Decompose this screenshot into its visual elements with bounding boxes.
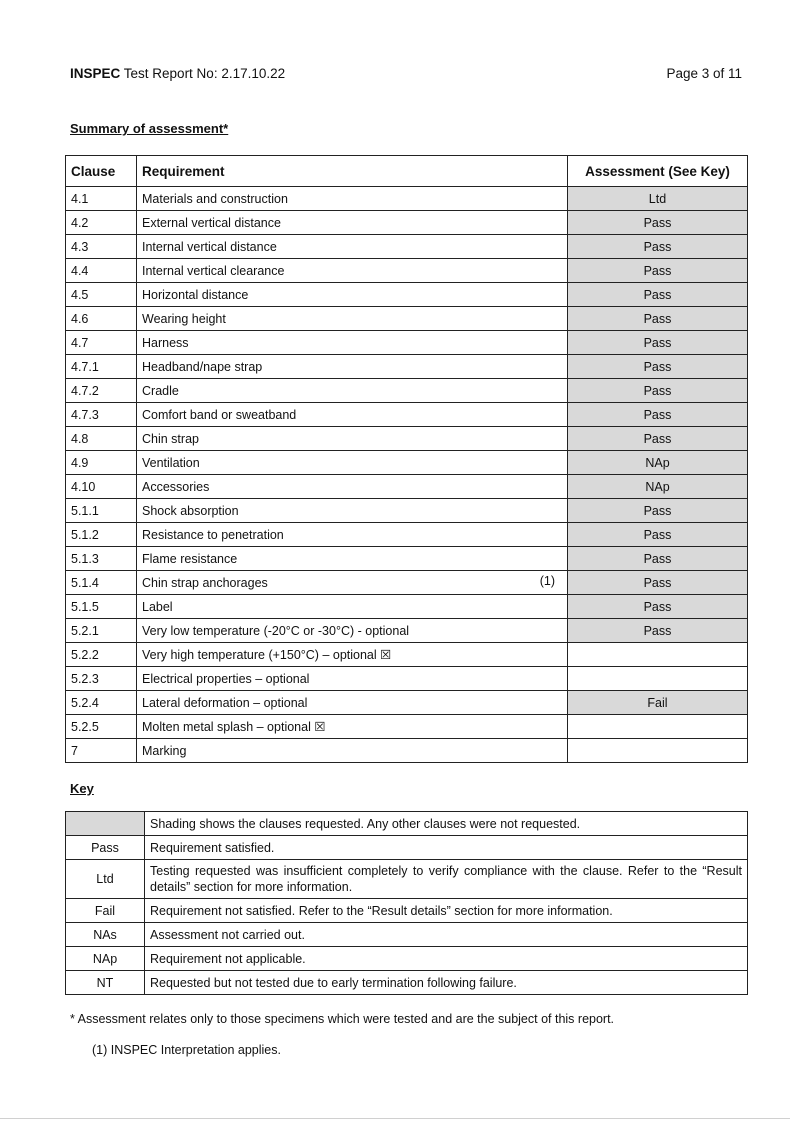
requirement-cell xyxy=(137,307,568,331)
assessment-cell: NAp xyxy=(568,451,748,475)
clause-cell: 4.2 xyxy=(66,211,137,235)
summary-table xyxy=(65,155,748,763)
key-description-cell: Requirement satisfied. xyxy=(145,836,748,860)
requirement-cell xyxy=(137,475,568,499)
summary-row xyxy=(66,187,748,211)
requirement-cell xyxy=(137,283,568,307)
summary-row xyxy=(66,379,748,403)
requirement-cell xyxy=(137,499,568,523)
requirement-cell xyxy=(137,547,568,571)
assessment-cell: Pass xyxy=(568,499,748,523)
clause-cell: 5.2.1 xyxy=(66,619,137,643)
requirement-text: Very high temperature (+150°C) – optional ☒ xyxy=(142,648,392,662)
assessment-cell: Pass xyxy=(568,427,748,451)
summary-row xyxy=(66,451,748,475)
clause-cell: 4.7.3 xyxy=(66,403,137,427)
requirement-text: Shock absorption xyxy=(142,503,239,518)
clause-cell: 5.1.5 xyxy=(66,595,137,619)
summary-row xyxy=(66,355,748,379)
requirement-cell xyxy=(137,379,568,403)
clause-cell: 5.2.5 xyxy=(66,715,137,739)
clause-cell: 4.4 xyxy=(66,259,137,283)
requirement-cell xyxy=(137,259,568,283)
assessment-cell: Pass xyxy=(568,283,748,307)
requirement-text: Label xyxy=(142,599,173,614)
summary-row xyxy=(66,571,748,595)
key-row xyxy=(66,923,748,947)
assessment-cell xyxy=(568,739,748,763)
requirement-text: Harness xyxy=(142,335,189,350)
clause-cell: 4.5 xyxy=(66,283,137,307)
requirement-cell xyxy=(137,403,568,427)
requirement-cell xyxy=(137,691,568,715)
clause-cell: 5.2.2 xyxy=(66,643,137,667)
summary-row xyxy=(66,691,748,715)
assessment-cell: Pass xyxy=(568,523,748,547)
requirement-text: Comfort band or sweatband xyxy=(142,407,297,422)
clause-cell: 4.3 xyxy=(66,235,137,259)
assessment-footnote: * Assessment relates only to those specimens which were tested and are the subject of this report. xyxy=(70,1012,615,1026)
summary-row xyxy=(66,259,748,283)
summary-row xyxy=(66,739,748,763)
summary-row xyxy=(66,403,748,427)
report-label: Test Report No: 2.17.10.22 xyxy=(123,66,286,81)
requirement-cell xyxy=(137,739,568,763)
key-code-cell: Ltd xyxy=(66,860,145,899)
requirement-text: Very low temperature (-20°C or -30°C) - optional xyxy=(142,623,410,638)
page-number: Page 3 of 11 xyxy=(666,66,742,81)
summary-row xyxy=(66,715,748,739)
clause-cell: 4.7.2 xyxy=(66,379,137,403)
org-name: INSPEC xyxy=(70,66,121,81)
key-row xyxy=(66,812,748,836)
summary-row xyxy=(66,283,748,307)
assessment-cell: Fail xyxy=(568,691,748,715)
summary-title: Summary of assessment* xyxy=(70,121,229,136)
summary-row xyxy=(66,523,748,547)
key-row xyxy=(66,836,748,860)
assessment-cell: Pass xyxy=(568,331,748,355)
requirement-text: Lateral deformation – optional xyxy=(142,695,308,710)
requirement-cell xyxy=(137,619,568,643)
key-code-cell: Pass xyxy=(66,836,145,860)
page-header xyxy=(70,66,742,81)
clause-cell: 5.1.4 xyxy=(66,571,137,595)
requirement-cell xyxy=(137,355,568,379)
key-code-cell: Fail xyxy=(66,899,145,923)
key-description-cell: Requested but not tested due to early termination following failure. xyxy=(145,971,748,995)
clause-cell: 4.6 xyxy=(66,307,137,331)
assessment-cell: Pass xyxy=(568,355,748,379)
requirement-text: Wearing height xyxy=(142,311,226,326)
clause-cell: 4.7 xyxy=(66,331,137,355)
key-title: Key xyxy=(70,781,94,796)
clause-cell: 5.1.1 xyxy=(66,499,137,523)
requirement-text: Chin strap anchorages xyxy=(142,575,268,590)
key-description-cell: Testing requested was insufficient completely to verify compliance with the clause. Refer to the “Result details” section for more information. xyxy=(145,860,748,899)
requirement-note: (1) xyxy=(539,574,555,588)
clause-cell: 4.1 xyxy=(66,187,137,211)
key-description-cell: Requirement not satisfied. Refer to the “Result details” section for more information. xyxy=(145,899,748,923)
page-bottom-rule xyxy=(0,1118,790,1119)
requirement-text: Internal vertical clearance xyxy=(142,263,285,278)
requirement-cell xyxy=(137,187,568,211)
key-row xyxy=(66,860,748,899)
assessment-cell xyxy=(568,643,748,667)
assessment-cell: Pass xyxy=(568,403,748,427)
clause-cell: 5.1.2 xyxy=(66,523,137,547)
assessment-cell: Pass xyxy=(568,619,748,643)
requirement-text: Materials and construction xyxy=(142,191,288,206)
clause-cell: 4.9 xyxy=(66,451,137,475)
requirement-cell xyxy=(137,523,568,547)
assessment-cell: Pass xyxy=(568,259,748,283)
summary-row xyxy=(66,619,748,643)
assessment-cell: Ltd xyxy=(568,187,748,211)
summary-row xyxy=(66,427,748,451)
key-row xyxy=(66,947,748,971)
requirement-text: Marking xyxy=(142,743,187,758)
requirement-cell xyxy=(137,331,568,355)
assessment-cell: Pass xyxy=(568,547,748,571)
summary-row xyxy=(66,499,748,523)
summary-body xyxy=(66,187,748,763)
requirement-text: Electrical properties – optional xyxy=(142,671,310,686)
key-code-cell: NAs xyxy=(66,923,145,947)
summary-header-row xyxy=(66,156,748,187)
requirement-cell xyxy=(137,427,568,451)
summary-row xyxy=(66,547,748,571)
requirement-cell xyxy=(137,571,568,595)
requirement-cell xyxy=(137,715,568,739)
requirement-text: External vertical distance xyxy=(142,215,281,230)
clause-cell: 4.10 xyxy=(66,475,137,499)
key-body xyxy=(66,812,748,995)
interpretation-footnote: (1) INSPEC Interpretation applies. xyxy=(92,1043,281,1057)
requirement-cell xyxy=(137,211,568,235)
requirement-text: Internal vertical distance xyxy=(142,239,277,254)
clause-cell: 4.7.1 xyxy=(66,355,137,379)
requirement-text: Accessories xyxy=(142,479,210,494)
assessment-cell: Pass xyxy=(568,571,748,595)
summary-row xyxy=(66,595,748,619)
requirement-text: Molten metal splash – optional ☒ xyxy=(142,720,326,734)
clause-cell: 7 xyxy=(66,739,137,763)
report-number xyxy=(70,66,285,81)
requirement-column-header: Requirement xyxy=(137,156,568,187)
key-description-cell: Requirement not applicable. xyxy=(145,947,748,971)
requirement-text: Chin strap xyxy=(142,431,199,446)
assessment-cell: NAp xyxy=(568,475,748,499)
key-row xyxy=(66,971,748,995)
requirement-cell xyxy=(137,595,568,619)
requirement-cell xyxy=(137,451,568,475)
assessment-cell: Pass xyxy=(568,307,748,331)
summary-row xyxy=(66,643,748,667)
summary-row xyxy=(66,667,748,691)
key-table xyxy=(65,811,748,995)
clause-cell: 5.2.3 xyxy=(66,667,137,691)
requirement-text: Flame resistance xyxy=(142,551,238,566)
clause-cell: 5.2.4 xyxy=(66,691,137,715)
requirement-text: Horizontal distance xyxy=(142,287,249,302)
assessment-cell: Pass xyxy=(568,379,748,403)
clause-column-header: Clause xyxy=(66,156,137,187)
requirement-cell xyxy=(137,643,568,667)
clause-cell: 4.8 xyxy=(66,427,137,451)
key-code-cell: NAp xyxy=(66,947,145,971)
summary-row xyxy=(66,235,748,259)
assessment-cell: Pass xyxy=(568,211,748,235)
assessment-cell: Pass xyxy=(568,595,748,619)
summary-row xyxy=(66,475,748,499)
assessment-column-header: Assessment (See Key) xyxy=(568,156,748,187)
summary-row xyxy=(66,331,748,355)
requirement-text: Headband/nape strap xyxy=(142,359,263,374)
assessment-cell xyxy=(568,667,748,691)
key-description-cell: Shading shows the clauses requested. Any other clauses were not requested. xyxy=(145,812,748,836)
key-row xyxy=(66,899,748,923)
key-description-cell: Assessment not carried out. xyxy=(145,923,748,947)
requirement-text: Cradle xyxy=(142,383,179,398)
requirement-text: Ventilation xyxy=(142,455,200,470)
summary-row xyxy=(66,211,748,235)
assessment-cell: Pass xyxy=(568,235,748,259)
key-code-cell: NT xyxy=(66,971,145,995)
requirement-cell xyxy=(137,235,568,259)
requirement-text: Resistance to penetration xyxy=(142,527,284,542)
requirement-cell xyxy=(137,667,568,691)
key-code-cell xyxy=(66,812,145,836)
clause-cell: 5.1.3 xyxy=(66,547,137,571)
assessment-cell xyxy=(568,715,748,739)
summary-row xyxy=(66,307,748,331)
